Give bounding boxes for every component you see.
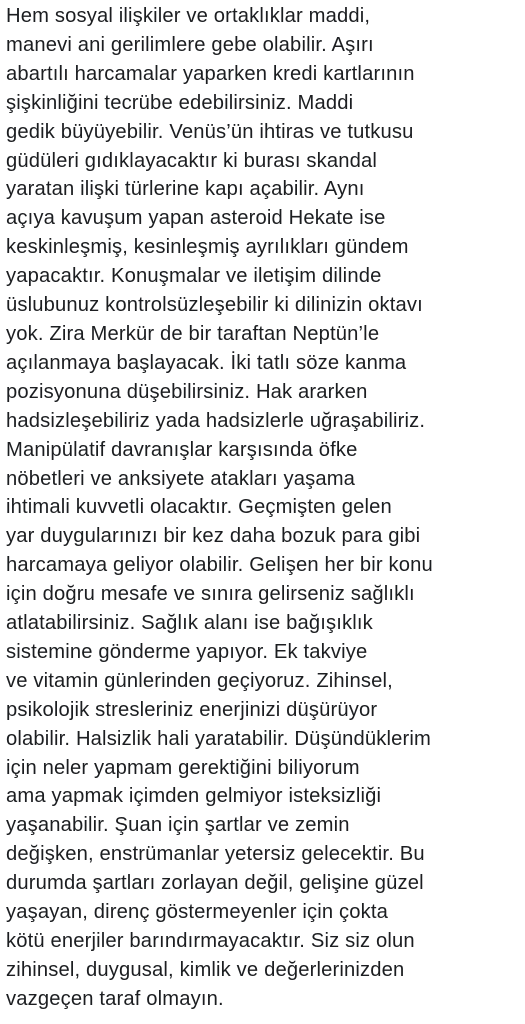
text-line: atlatabilirsiniz. Sağlık alanı ise bağışıklık [6, 612, 373, 635]
text-line: için doğru mesafe ve sınıra gelirseniz sağlıklı [6, 583, 415, 606]
text-line: Manipülatif davranışlar karşısında öfke [6, 438, 358, 461]
text-line: güdüleri gıdıklayacaktır ki burası skandal [6, 149, 377, 172]
text-line: hadsizleşebiliriz yada hadsizlerle uğraşabiliriz. [6, 409, 426, 432]
text-line: açıya kavuşum yapan asteroid Hekate ise [6, 207, 386, 230]
text-line: pozisyonuna düşebilirsiniz. Hak ararken [6, 380, 368, 403]
text-line: yok. Zira Merkür de bir taraftan Neptün’le [6, 322, 380, 345]
text-line: nöbetleri ve anksiyete atakları yaşama [6, 467, 356, 490]
text-line: manevi ani gerilimlere gebe olabilir. Aşırı [6, 33, 374, 56]
text-line: psikolojik stresleriniz enerjinizi düşürüyor [6, 698, 378, 721]
text-line: ihtimali kuvvetli olacaktır. Geçmişten gelen [6, 496, 392, 519]
text-line: vazgeçen taraf olmayın. [6, 987, 224, 1010]
text-line: ama yapmak içimden gelmiyor isteksizliği [6, 785, 382, 808]
text-line: yaşayan, direnç göstermeyenler için çokta [6, 901, 389, 924]
text-line: olabilir. Halsizlik hali yaratabilir. Düşündüklerim [6, 727, 432, 750]
text-line: üslubunuz kontrolsüzleşebilir ki dilinizin oktavı [6, 294, 423, 317]
text-line: durumda şartları zorlayan değil, gelişine güzel [6, 872, 424, 895]
text-line: açılanmaya başlayacak. İki tatlı söze kanma [6, 351, 407, 374]
text-line: yar duygularınızı bir kez daha bozuk para gibi [6, 525, 421, 548]
text-line: için neler yapmam gerektiğini biliyorum [6, 756, 360, 779]
post-body-text [6, 2, 519, 1014]
text-line: yaşanabilir. Şuan için şartlar ve zemin [6, 814, 350, 837]
text-line: yapacaktır. Konuşmalar ve iletişim dilinde [6, 265, 382, 288]
text-line: değişken, enstrümanlar yetersiz gelecektir. Bu [6, 843, 425, 866]
text-line: abartılı harcamalar yaparken kredi kartlarının [6, 62, 415, 85]
text-line: sistemine gönderme yapıyor. Ek takviye [6, 640, 368, 663]
text-line: gedik büyüyebilir. Venüs’ün ihtiras ve tutkusu [6, 120, 414, 143]
text-line: şişkinliğini tecrübe edebilirsiniz. Maddi [6, 91, 354, 114]
text-line: harcamaya geliyor olabilir. Gelişen her bir konu [6, 554, 433, 577]
text-line: Hem sosyal ilişkiler ve ortaklıklar maddi, [6, 5, 371, 27]
text-line: yaratan ilişki türlerine kapı açabilir. Aynı [6, 178, 365, 201]
text-line: kötü enerjiler barındırmayacaktır. Siz siz olun [6, 930, 415, 952]
text-line: ve vitamin günlerinden geçiyoruz. Zihinsel, [6, 669, 393, 692]
text-line: keskinleşmiş, kesinleşmiş ayrılıkları gündem [6, 236, 409, 259]
text-line: zihinsel, duygusal, kimlik ve değerlerinizden [6, 958, 405, 981]
